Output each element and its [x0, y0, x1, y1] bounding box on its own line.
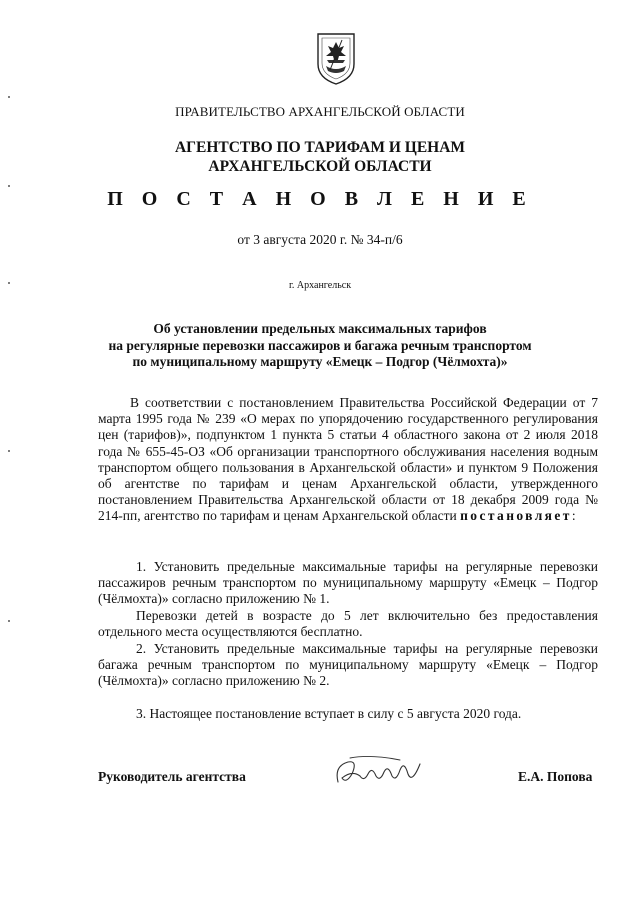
signatory-name: Е.А. Попова [518, 769, 593, 784]
coat-of-arms-icon [314, 30, 358, 86]
document-date-number: от 3 августа 2020 г. № 34-п/6 [237, 232, 403, 247]
title-line1: Об установлении предельных максимальных тарифов [153, 321, 487, 336]
margin-mark [8, 450, 10, 452]
document-title [0, 321, 640, 371]
item-3-paragraph: 3. Настоящее постановление вступает в силу с 5 августа 2020 года. [136, 706, 522, 721]
title-line3: по муниципальному маршруту «Емецк – Подгор (Чёлмохта)» [132, 354, 508, 369]
margin-mark [8, 282, 10, 284]
agency-name [0, 138, 640, 176]
document-type: П О С Т А Н О В Л Е Н И Е [107, 188, 533, 210]
preamble-text: В соответствии с постановлением Правительства Российской Федерации от 7 марта 1995 года № 239 «О мерах по упорядочению государственного регулирования цен (тарифов)», подпунктом 1 пункта 5 статьи 4 областного закона от 2 июля 2018 года № 655-45-ОЗ «Об организации транспортного обслуживания населения водным транспортом общего пользования в Архангельской области» и пунктом 9 Положения об агентстве по тарифам и ценам Архангельской области, утвержденного постановлением Правительства Архангельской области от 18 декабря 2009 года № 214-пп, агентство по тарифам и ценам Архангельской области [98, 395, 598, 524]
item-1-paragraph: 1. Установить предельные максимальные тарифы на регулярные перевозки пассажиров речным транспортом по муниципальному маршруту «Емецк – Подгор (Чёлмохта)» согласно приложению № 1. [98, 559, 598, 607]
agency-name-line2: АРХАНГЕЛЬСКОЙ ОБЛАСТИ [208, 158, 432, 175]
signatory-position: Руководитель агентства [98, 769, 246, 784]
document-city: г. Архангельск [288, 280, 352, 291]
handwritten-signature [330, 752, 430, 792]
title-line2: на регулярные перевозки пассажиров и багажа речным транспортом [108, 337, 532, 353]
margin-mark [8, 185, 10, 187]
preamble-paragraph [98, 395, 598, 525]
item-2-paragraph: 2. Установить предельные максимальные тарифы на регулярные перевозки багажа речным транспортом по муниципальному маршруту «Емецк – Подгор (Чёлмохта)» согласно приложению № 2. [98, 641, 598, 689]
item-1-note-paragraph: Перевозки детей в возрасте до 5 лет включительно без предоставления отдельного места осуществляются бесплатно. [98, 608, 598, 640]
margin-mark [8, 96, 10, 98]
resolves-colon: : [571, 508, 576, 524]
agency-name-line1: АГЕНТСТВО ПО ТАРИФАМ И ЦЕНАМ [174, 139, 466, 156]
resolves-word: постановляет [460, 508, 572, 524]
government-name: ПРАВИТЕЛЬСТВО АРХАНГЕЛЬСКОЙ ОБЛАСТИ [175, 104, 465, 119]
margin-mark [8, 620, 10, 622]
